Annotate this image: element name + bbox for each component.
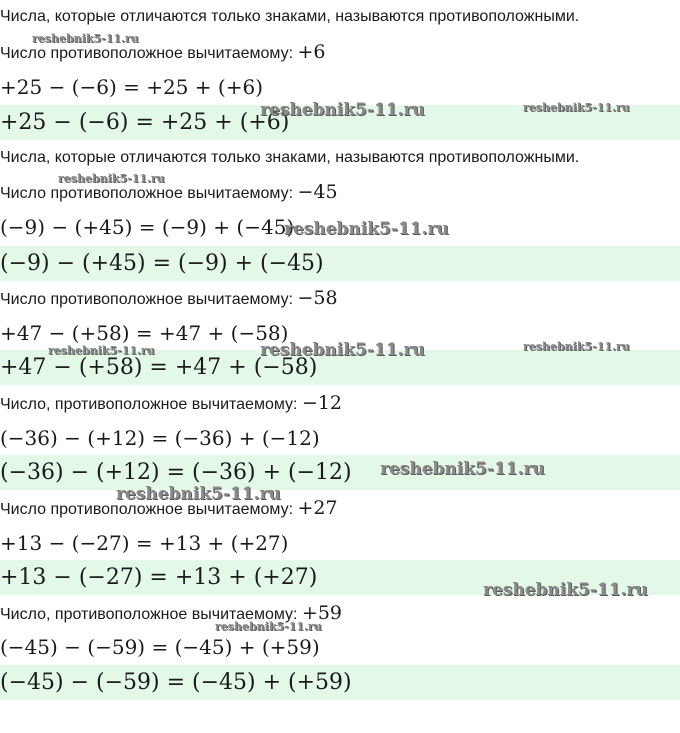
rule-text: Числа, которые отличаются только знаками, называются противоположными.: [0, 149, 580, 166]
watermark: reshebnik5-11.ru: [58, 172, 165, 185]
answer-equation: (−9) − (+45) = (−9) + (−45): [0, 251, 324, 276]
equation: (−45) − (−59) = (−45) + (+59): [0, 635, 320, 659]
label-text: Число противоположное вычитаемому:: [0, 291, 298, 308]
watermark: reshebnik5-11.ru: [32, 32, 139, 45]
label-text: Число, противоположное вычитаемому:: [0, 396, 302, 413]
opposite-number-value: −58: [297, 287, 338, 309]
opposite-number-label: [0, 42, 680, 64]
watermark: reshebnik5-11.ru: [284, 219, 449, 239]
watermark: reshebnik5-11.ru: [380, 459, 545, 479]
opposite-number-value: −12: [301, 392, 343, 414]
opposite-number-value: −45: [297, 181, 338, 203]
answer-equation: +47 − (+58) = +47 + (−58): [0, 355, 318, 380]
rule-text: Числа, которые отличаются только знаками, называются противоположными.: [0, 8, 580, 25]
answer-equation: +25 − (−6) = +25 + (+6): [0, 110, 290, 135]
label-text: Число противоположное вычитаемому:: [0, 185, 298, 202]
watermark: reshebnik5-11.ru: [260, 340, 425, 360]
opposite-number-value: +27: [297, 497, 338, 519]
opposite-number-label: [0, 182, 680, 204]
label-text: Число противоположное вычитаемому:: [0, 45, 298, 62]
watermark: reshebnik5-11.ru: [483, 580, 648, 600]
opposite-number-label: [0, 288, 680, 310]
label-text: Число противоположное вычитаемому:: [0, 501, 298, 518]
opposite-number-label: [0, 498, 680, 520]
watermark: reshebnik5-11.ru: [523, 101, 630, 114]
opposite-number-label: [0, 603, 680, 625]
label-text: Число, противоположное вычитаемому:: [0, 606, 302, 623]
equation: +47 − (+58) = +47 + (−58): [0, 321, 289, 345]
equation: +13 − (−27) = +13 + (+27): [0, 531, 289, 555]
equation: +25 − (−6) = +25 + (+6): [0, 75, 264, 99]
answer-equation: (−36) − (+12) = (−36) + (−12): [0, 460, 352, 485]
watermark: reshebnik5-11.ru: [48, 344, 155, 357]
watermark: reshebnik5-11.ru: [116, 484, 281, 504]
answer-row: [0, 246, 680, 281]
answer-equation: +13 − (−27) = +13 + (+27): [0, 565, 318, 590]
opposite-number-value: +59: [301, 602, 343, 624]
watermark: reshebnik5-11.ru: [260, 100, 425, 120]
answer-equation: (−45) − (−59) = (−45) + (+59): [0, 670, 352, 695]
equation: (−36) − (+12) = (−36) + (−12): [0, 426, 320, 450]
watermark: reshebnik5-11.ru: [215, 620, 322, 633]
opposite-number-value: +6: [297, 41, 326, 63]
equation: (−9) − (+45) = (−9) + (−45): [0, 215, 295, 239]
answer-row: [0, 665, 680, 700]
answer-row: [0, 455, 680, 490]
watermark: reshebnik5-11.ru: [523, 340, 630, 353]
opposite-number-label: [0, 393, 680, 415]
